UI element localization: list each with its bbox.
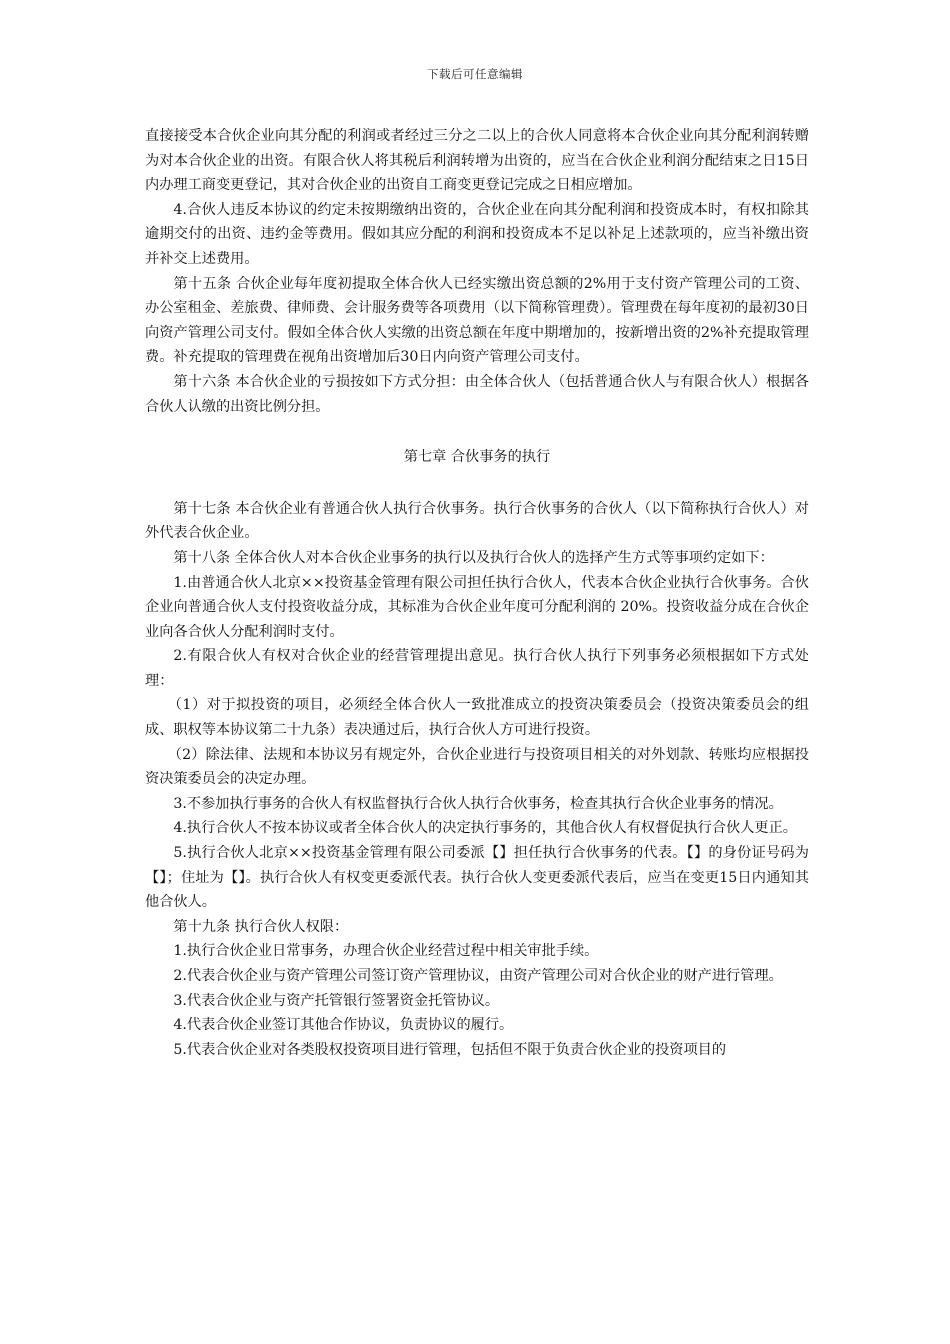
paragraph: 4.合伙人违反本协议的约定未按期缴纳出资的，合伙企业在向其分配利润和投资成本时，有权扣除其逾期交付的出资、违约金等费用。假如其应分配的利润和投资成本不足以补足上述款项的，应当补缴出资并补交上述费用。 — [145, 201, 809, 267]
document-body — [145, 124, 809, 1062]
paragraph: （2）除法律、法规和本协议另有规定外，合伙企业进行与投资项目相关的对外划款、转账均应根据投资决策委员会的决定办理。 — [145, 746, 809, 788]
paragraph: 第十八条 全体合伙人对本合伙企业事务的执行以及执行合伙人的选择产生方式等事项约定如下： — [173, 549, 774, 566]
paragraph: 第十五条 合伙企业每年度初提取全体合伙人已经实缴出资总额的2%用于支付资产管理公司的工资、办公室租金、差旅费、律师费、会计服务费等各项费用（以下简称管理费）。管理费在每年度初的最初30日向资产管理公司支付。假如全体合伙人实缴的出资总额在年度中期增加的，按新增出资的2%补充提取管理费。补充提取的管理费在视角出资增加后30日内向资产管理公司支付。 — [145, 275, 809, 366]
paragraph: 4.执行合伙人不按本协议或者全体合伙人的决定执行事务的，其他合伙人有权督促执行合伙人更正。 — [173, 820, 797, 837]
page-header: 下载后可任意编辑 — [427, 67, 523, 81]
paragraph: 第十九条 执行合伙人权限： — [173, 918, 349, 935]
paragraph: （1）对于拟投资的项目，必须经全体合伙人一致批准成立的投资决策委员会（投资决策委员会的组成、职权等本协议第二十九条）表决通过后，执行合伙人方可进行投资。 — [145, 697, 809, 739]
paragraph: 5.执行合伙人北京××投资基金管理有限公司委派【】担任执行合伙事务的代表。【】的身份证号码为【】；住址为【】。执行合伙人有权变更委派代表。执行合伙人变更委派代表后，应当在变更15日内通知其他合伙人。 — [145, 845, 809, 911]
paragraph: 第十七条 本合伙企业有普通合伙人执行合伙事务。执行合伙事务的合伙人（以下简称执行合伙人）对外代表合伙企业。 — [145, 500, 809, 542]
paragraph: 1.由普通合伙人北京××投资基金管理有限公司担任执行合伙人，代表本合伙企业执行合伙事务。合伙企业向普通合伙人支付投资收益分成，其标准为合伙企业年度可分配利润的 20%。投资收益分成在合伙企业向各合伙人分配利润时支付。 — [145, 574, 809, 640]
paragraph: 5.代表合伙企业对各类股权投资项目进行管理，包括但不限于负责合伙企业的投资项目的 — [173, 1041, 727, 1058]
paragraph: 第十六条 本合伙企业的亏损按如下方式分担：由全体合伙人（包括普通合伙人与有限合伙人）根据各合伙人认缴的出资比例分担。 — [145, 373, 809, 415]
paragraph: 2.有限合伙人有权对合伙企业的经营管理提出意见。执行合伙人执行下列事务必须根据如下方式处理： — [145, 648, 809, 689]
paragraph: 4.代表合伙企业签订其他合作协议，负责协议的履行。 — [173, 1017, 514, 1034]
paragraph: 3.不参加执行事务的合伙人有权监督执行合伙人执行合伙事务，检查其执行合伙企业事务的情况。 — [173, 795, 783, 812]
paragraph: 3.代表合伙企业与资产托管银行签署资金托管协议。 — [173, 992, 500, 1009]
paragraph: 直接接受本合伙企业向其分配的利润或者经过三分之二以上的合伙人同意将本合伙企业向其分配利润转赠为对本合伙企业的出资。有限合伙人将其税后利润转增为出资的，应当在合伙企业利润分配结束之日15日内办理工商变更登记，其对合伙企业的出资自工商变更登记完成之日相应增加。 — [145, 128, 809, 194]
paragraph: 1.执行合伙企业日常事务，办理合伙企业经营过程中相关审批手续。 — [173, 943, 599, 960]
paragraph: 2.代表合伙企业与资产管理公司签订资产管理协议，由资产管理公司对合伙企业的财产进行管理。 — [173, 968, 783, 984]
chapter-heading: 第七章 合伙事务的执行 — [403, 449, 551, 466]
